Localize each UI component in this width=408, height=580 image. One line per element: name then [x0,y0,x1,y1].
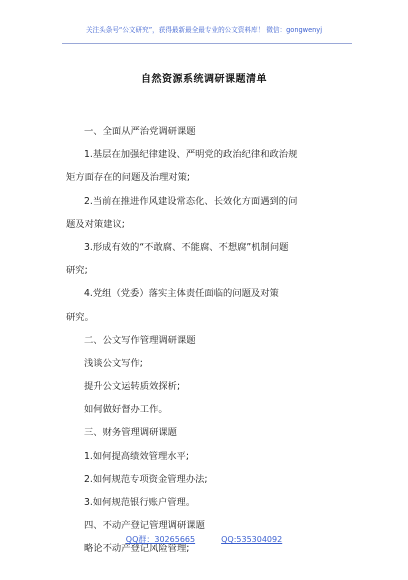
header-note: 关注头条号“公文研究”，获得最新最全最专业的公文资料库！ 微信：gongwenyj [85,26,323,34]
body-line: 2.如何规范专项资金管理办法; [84,473,208,485]
body-line: 题及对策建议; [66,218,125,230]
document-body [66,120,356,561]
body-line: 1.基层在加强纪律建设、严明党的政治纪律和政治规 [84,149,298,161]
body-line: 1.如何提高绩效管理水平; [84,450,189,462]
footer-contact [0,534,408,545]
body-line: 2.当前在推进作风建设常态化、长效化方面遇到的问 [84,195,298,207]
body-line: 浅谈公文写作; [84,357,143,369]
document-title: 自然资源系统调研课题清单 [141,74,267,85]
body-line: 一、全面从严治党调研课题 [84,126,196,137]
body-line: 略论不动产登记风险管理; [84,543,190,555]
body-line: 如何做好督办工作。 [84,404,168,416]
body-line: 矩方面存在的问题及治理对策; [66,172,190,184]
body-line: 三、财务管理调研课题 [84,427,177,439]
body-line: 3.形成有效的“不敢腐、不能腐、不想腐”机制问题 [84,241,289,253]
footer-qq: QQ:535304092 [221,535,283,544]
body-line: 研究; [66,265,88,277]
body-line: 研究。 [66,311,94,323]
body-line: 四、不动产登记管理调研课题 [84,520,205,532]
body-line: 提升公文运转质效探析; [84,381,181,393]
header-divider [62,43,352,44]
body-line: 3.如何规范银行账户管理。 [84,497,196,508]
body-line: 二、公文写作管理调研课题 [84,334,196,346]
body-line: 4.党组（党委）落实主体责任面临的问题及对策 [84,288,279,300]
footer-qq-group: QQ群：30265665 [125,535,196,544]
